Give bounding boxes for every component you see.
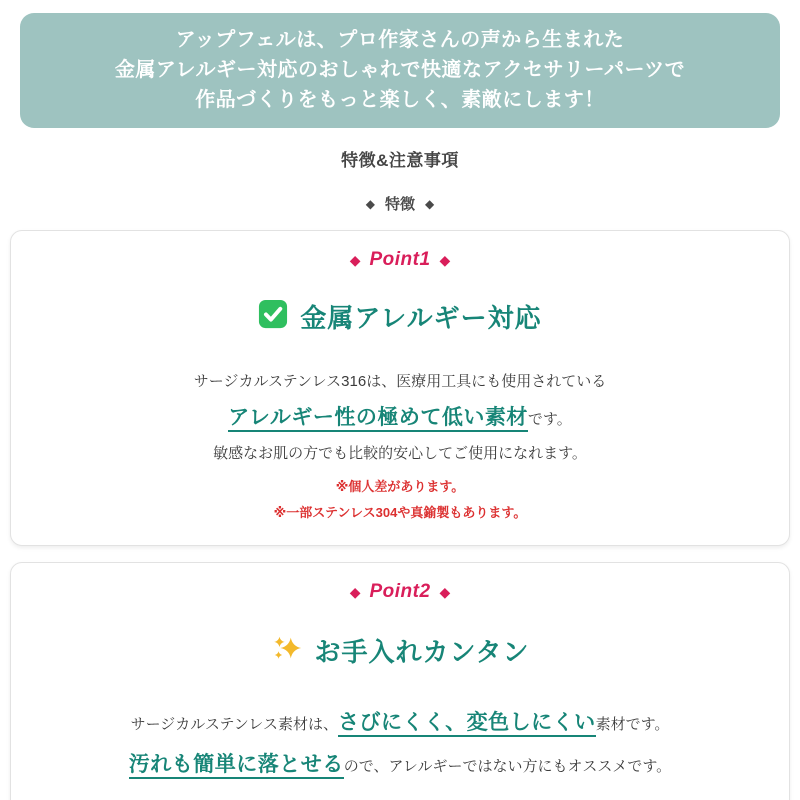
point2-line1-prefix: サージカルステンレス素材は、 <box>130 716 338 733</box>
point2-header <box>31 581 769 603</box>
point2-highlight1: さびにくく、変色しにくい <box>338 711 596 737</box>
diamond-icon: ◆ <box>365 196 375 211</box>
sparkles-icon <box>271 633 303 670</box>
diamond-icon: ◆ <box>349 252 361 268</box>
green-check-icon <box>258 299 288 336</box>
point1-body-line2 <box>31 405 769 432</box>
point2-body-line1 <box>31 710 769 738</box>
point1-note1: ※個人差があります。 <box>335 479 465 494</box>
intro-banner-line: 金属アレルギー対応のおしゃれで快適なアクセサリーパーツで <box>114 59 686 81</box>
diamond-icon: ◆ <box>349 584 361 600</box>
intro-banner <box>20 13 780 128</box>
feature-card-point2 <box>10 562 790 800</box>
point2-heading-text: お手入れカンタン <box>314 636 530 667</box>
section-subtitle <box>0 193 800 214</box>
point1-body-line1: サージカルステンレス316は、医療用工具にも使用されている <box>193 373 607 390</box>
point2-highlight2: 汚れも簡単に落とせる <box>129 753 344 779</box>
point2-body-line2 <box>31 752 769 780</box>
diamond-icon: ◆ <box>425 196 435 211</box>
point2-heading <box>31 633 769 670</box>
point2-line1-suffix: 素材です。 <box>595 716 670 733</box>
point1-note2: ※一部ステンレス304や真鍮製もあります。 <box>273 505 527 520</box>
point1-highlight: アレルギー性の極めて低い素材 <box>228 406 528 432</box>
section-title: 特徴&注意事項 <box>341 151 459 170</box>
point1-heading-text: 金属アレルギー対応 <box>300 302 542 333</box>
point2-label: Point2 <box>369 581 431 602</box>
diamond-icon: ◆ <box>439 252 451 268</box>
diamond-icon: ◆ <box>439 584 451 600</box>
feature-card-point1 <box>10 230 790 546</box>
section-subtitle-label: 特徴 <box>384 196 415 213</box>
point2-line2-suffix: ので、アレルギーではない方にもオススメです。 <box>343 758 672 775</box>
point1-heading <box>31 299 769 336</box>
intro-banner-line: 作品づくりをもっと楽しく、素敵にします！ <box>195 89 605 111</box>
point1-header <box>31 249 769 271</box>
point1-body-line3: 敏感なお肌の方でも比較的安心してご使用になれます。 <box>213 445 587 462</box>
intro-banner-line: アップフェルは、プロ作家さんの声から生まれた <box>175 29 625 51</box>
point1-line2-suffix: です。 <box>527 411 572 428</box>
point1-label: Point1 <box>369 249 431 270</box>
